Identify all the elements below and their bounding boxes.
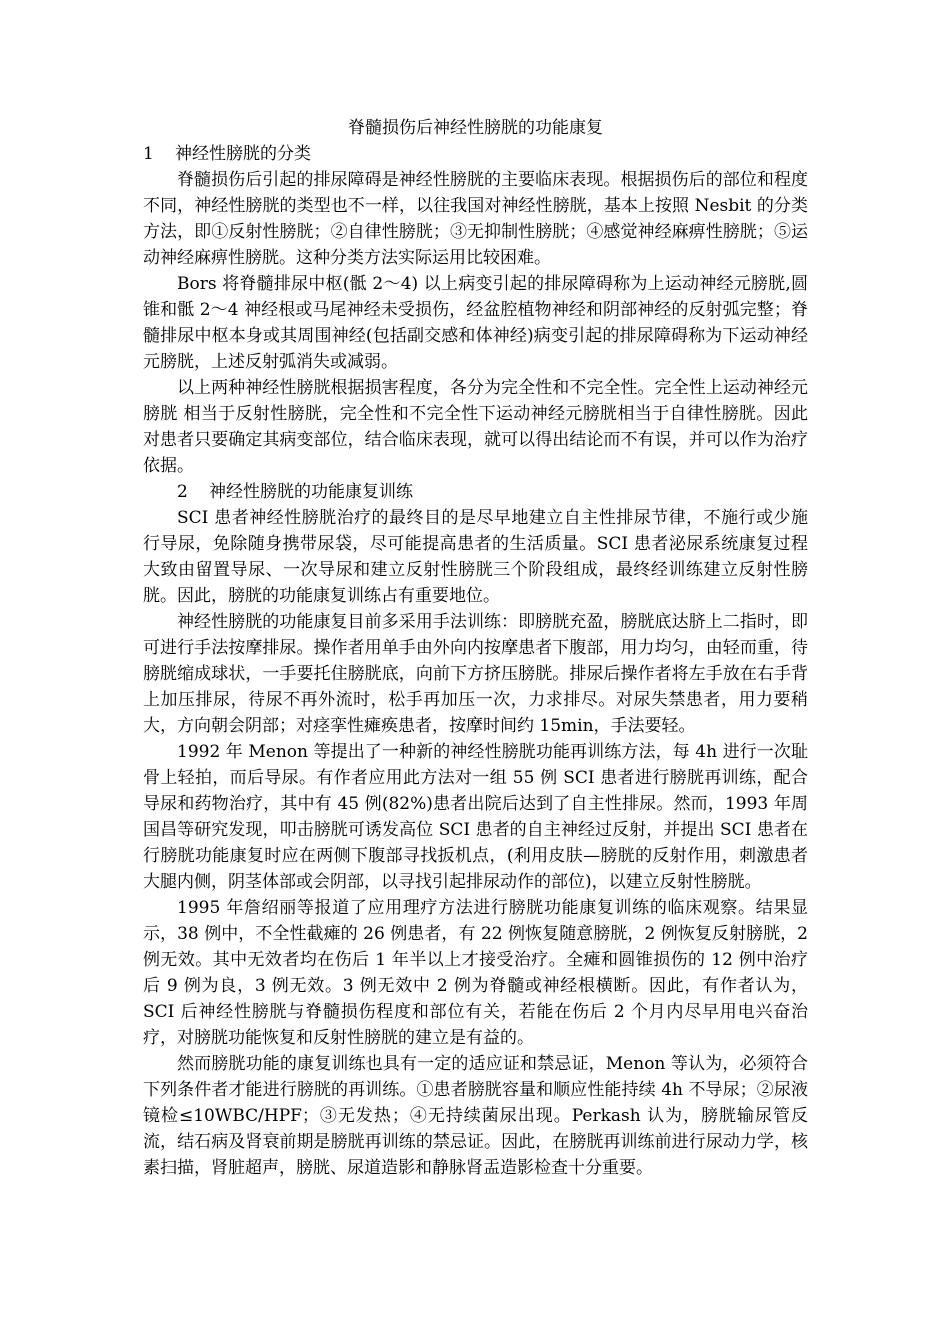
section-heading-2 <box>143 479 808 505</box>
section-number: 2 <box>177 482 188 502</box>
section-number: 1 <box>143 144 154 164</box>
paragraph: SCI 患者神经性膀胱治疗的最终目的是尽早地建立自主性排尿节律，不施行或少施行导尿，免除随身携带尿袋，尽可能提高患者的生活质量。SCI 患者泌尿系统康复过程大致由留置导尿、一次导尿和建立反射性膀胱三个阶段组成，最终经训练建立反射性膀胱。因此，膀胱的功能康复训练占有重要地位。 <box>143 508 808 606</box>
paragraph: 1992 年 Menon 等提出了一种新的神经性膀胱功能再训练方法，每 4h 进行一次耻骨上轻拍，而后导尿。有作者应用此方法对一组 55 例 SCI 患者进行膀胱再训练，配合导尿和药物治疗，其中有 45 例(82%)患者出院后达到了自主性排尿。然而，1993 年周国昌等研究发现，叩击膀胱可诱发高位 SCI 患者的自主神经过反射，并提出 SCI 患者在行膀胱功能康复时应在两侧下腹部寻找扳机点，(利用皮肤—膀胱的反射作用，刺激患者大腿内侧，阴茎体部或会阴部，以寻找引起排尿动作的部位)，以建立反射性膀胱。 <box>143 742 808 892</box>
paragraph: 然而膀胱功能的康复训练也具有一定的适应证和禁忌证，Menon 等认为，必须符合下列条件者才能进行膀胱的再训练。①患者膀胱容量和顺应性能持续 4h 不导尿；②尿液镜检≤10WBC/HPF；③无发热；④无持续菌尿出现。Perkash 认为，膀胱输尿管反流，结石病及肾衰前期是膀胱再训练的禁忌证。因此，在膀胱再训练前进行尿动力学，核素扫描，肾脏超声，膀胱、尿道造影和静脉肾盂造影检查十分重要。 <box>143 1054 808 1178</box>
document-page <box>143 115 808 1181</box>
document-title: 脊髓损伤后神经性膀胱的功能康复 <box>348 118 603 138</box>
section-heading-text: 神经性膀胱的分类 <box>175 144 311 164</box>
paragraph: 脊髓损伤后引起的排尿障碍是神经性膀胱的主要临床表现。根据损伤后的部位和程度不同，神经性膀胱的类型也不一样，以往我国对神经性膀胱，基本上按照 Nesbit 的分类方法，即①反射性膀胱；②自律性膀胱；③无抑制性膀胱；④感觉神经麻痹性膀胱；⑤运动神经麻痹性膀胱。这种分类方法实际运用比较困难。 <box>143 170 808 268</box>
paragraph: 1995 年詹绍丽等报道了应用理疗方法进行膀胱功能康复训练的临床观察。结果显示，38 例中，不全性截瘫的 26 例患者，有 22 例恢复随意膀胱，2 例恢复反射膀胱，2 例无效。其中无效者均在伤后 1 年半以上才接受治疗。全瘫和圆锥损伤的 12 例中治疗后 9 例为良，3 例无效。3 例无效中 2 例为脊髓或神经根横断。因此，有作者认为，SCI 后神经性膀胱与脊髓损伤程度和部位有关，若能在伤后 2 个月内尽早用电兴奋治疗，对膀胱功能恢复和反射性膀胱的建立是有益的。 <box>143 898 808 1048</box>
paragraph: 神经性膀胱的功能康复目前多采用手法训练：即膀胱充盈，膀胱底达脐上二指时，即可进行手法按摩排尿。操作者用单手由外向内按摩患者下腹部，用力均匀，由轻而重，待膀胱缩成球状，一手要托住膀胱底，向前下方挤压膀胱。排尿后操作者将左手放在右手背上加压排尿，待尿不再外流时，松手再加压一次，力求排尽。对尿失禁患者，用力要稍大，方向朝会阴部；对痉挛性瘫痪患者，按摩时间约 15min，手法要轻。 <box>143 612 808 736</box>
section-heading-1 <box>143 141 808 167</box>
section-heading-text: 神经性膀胱的功能康复训练 <box>209 482 413 502</box>
paragraph: 以上两种神经性膀胱根据损害程度，各分为完全性和不完全性。完全性上运动神经元膀胱 相当于反射性膀胱，完全性和不完全性下运动神经元膀胱相当于自律性膀胱。因此对患者只要确定其病变部位，结合临床表现，就可以得出结论而不有误，并可以作为治疗依据。 <box>143 378 808 476</box>
paragraph: Bors 将脊髓排尿中枢(骶 2～4) 以上病变引起的排尿障碍称为上运动神经元膀胱,圆锥和骶 2～4 神经根或马尾神经未受损伤，经盆腔植物神经和阴部神经的反射弧完整；脊髓排尿中枢本身或其周围神经(包括副交感和体神经)病变引起的排尿障碍称为下运动神经元膀胱，上述反射弧消失或减弱。 <box>143 274 808 372</box>
